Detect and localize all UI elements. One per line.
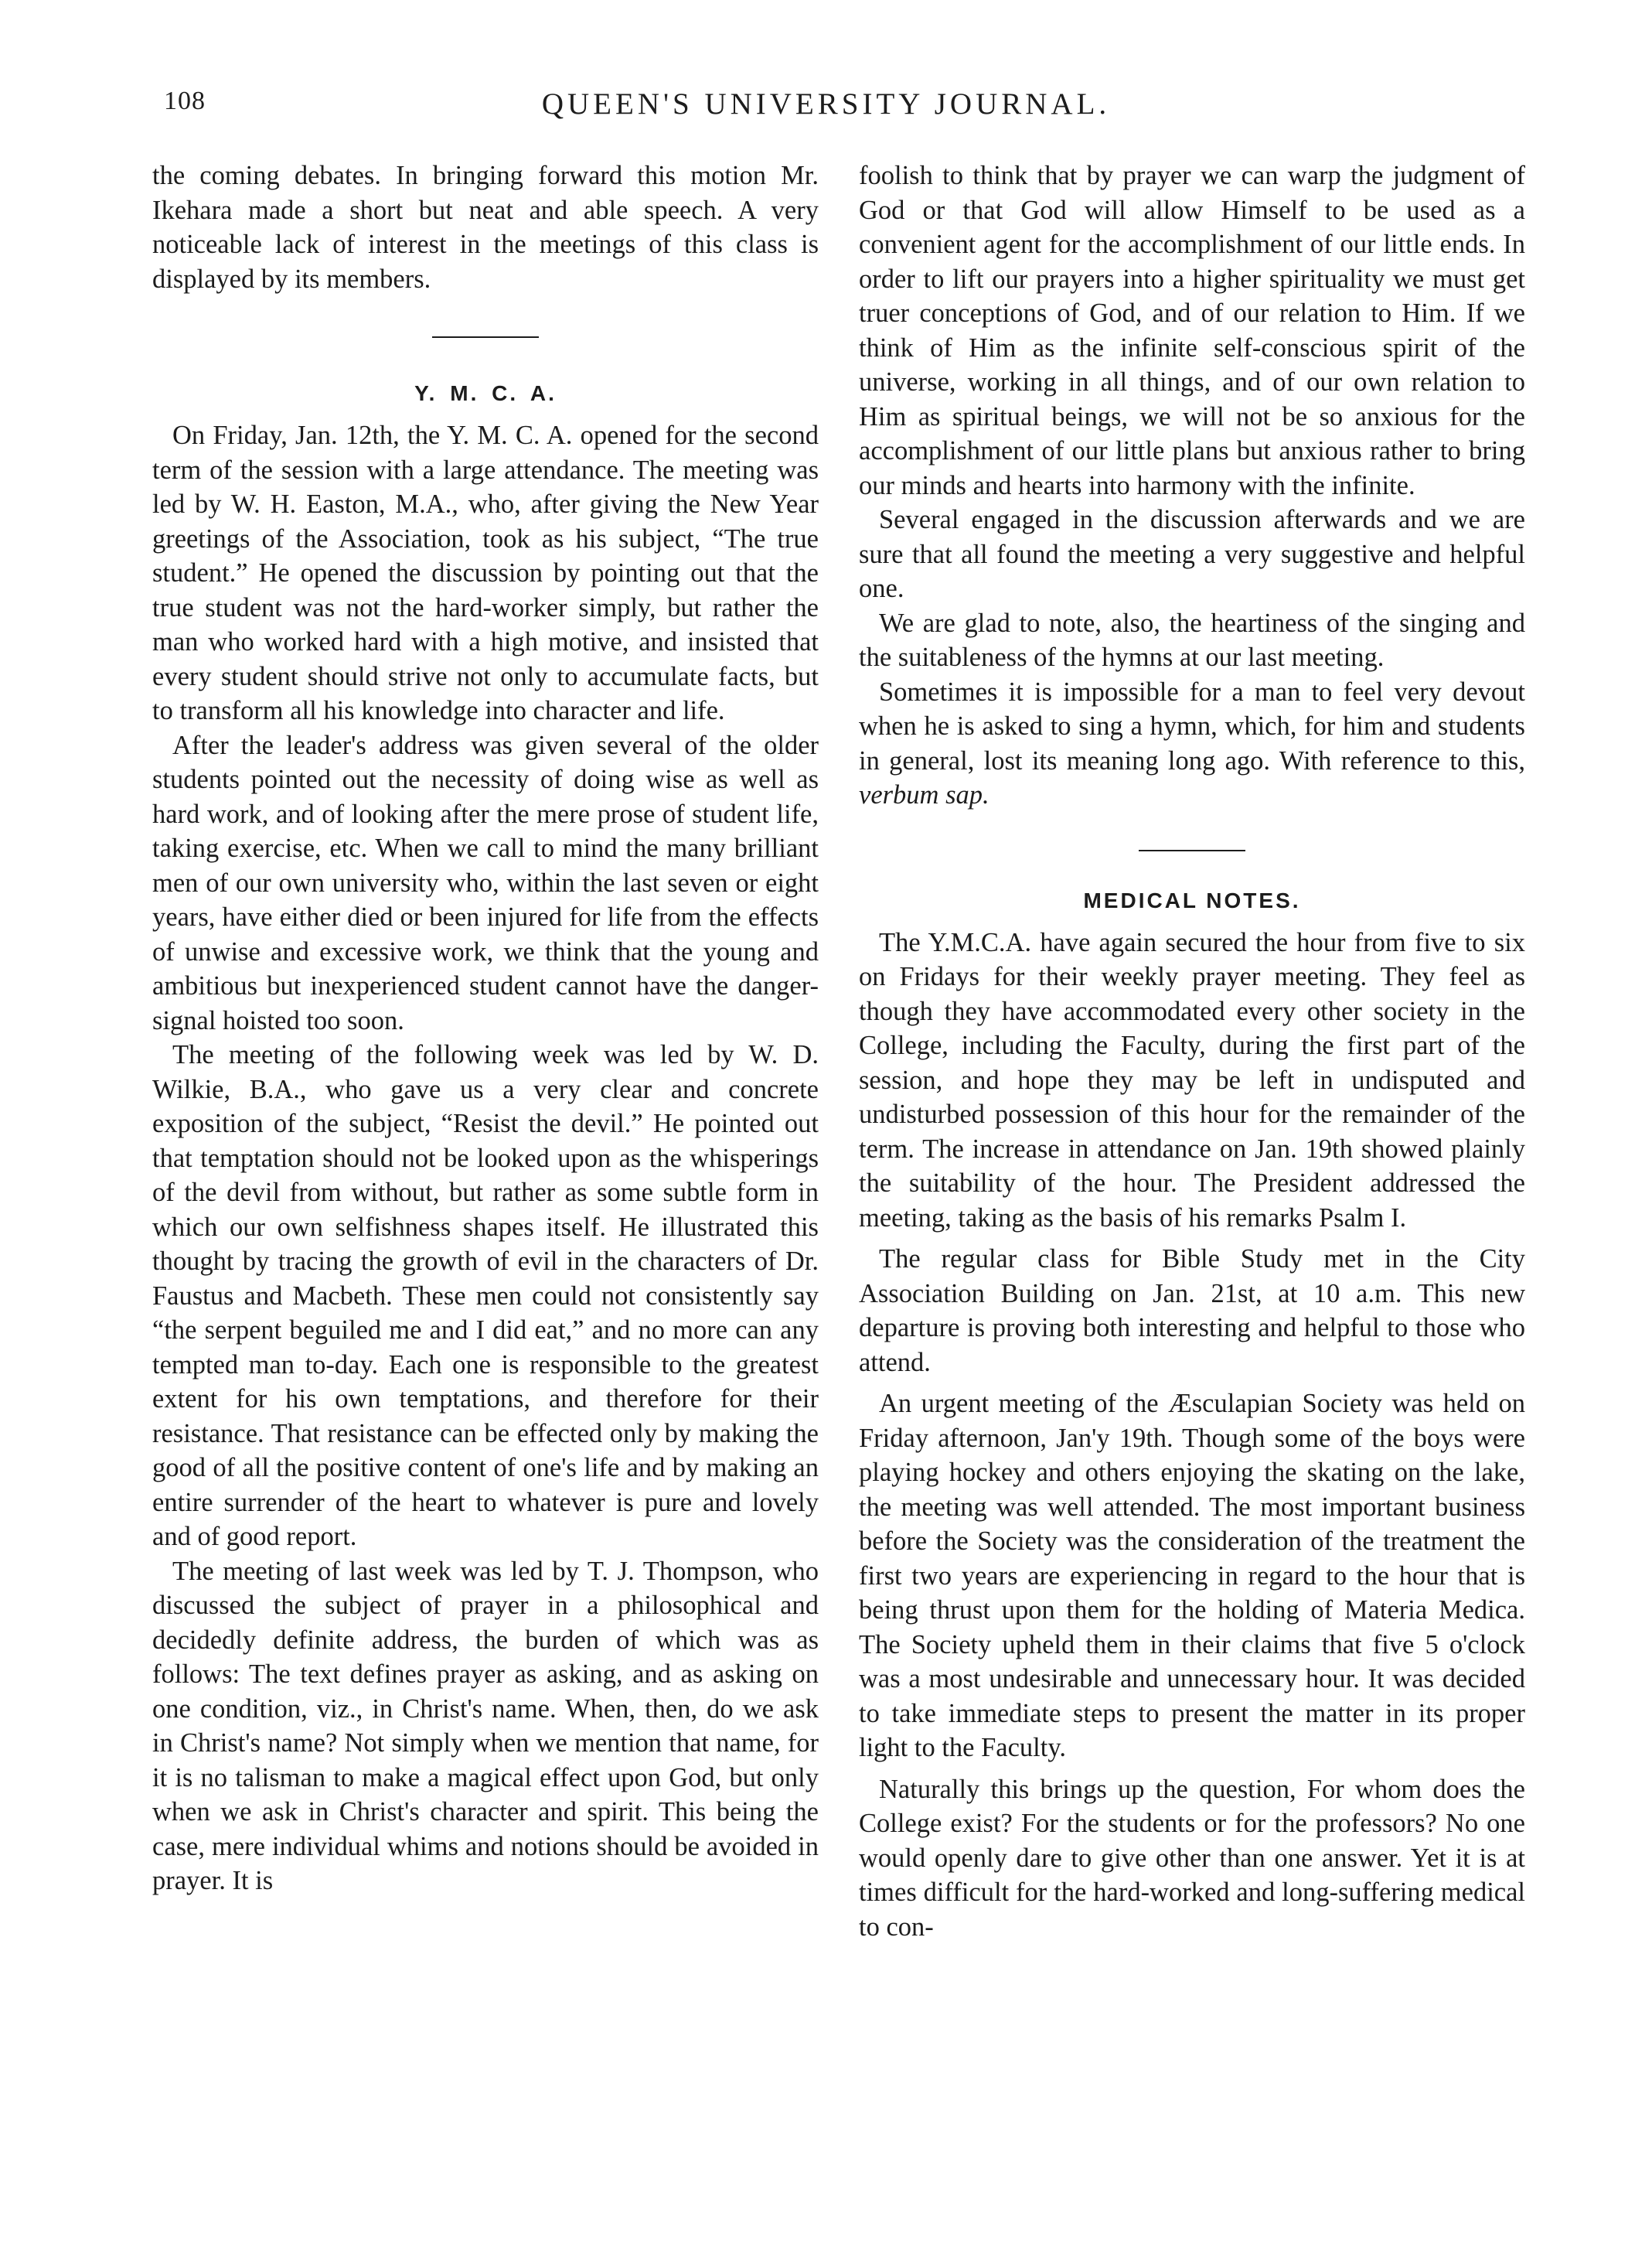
continued-paragraph: the coming debates. In bringing forward this motion Mr. Ikehara made a short but neat and able speech. A very noticeable lack of interest in the meetings of this class is displayed by its members.: [152, 161, 819, 294]
medical-paragraph: Naturally this brings up the question, For whom does the College exist? For the students or for the professors? No one would openly dare to give other than one answer. Yet it is at times difficult for the hard-worked and long-suffering medical to con-: [859, 1774, 1525, 1942]
journal-title: QUEEN'S UNIVERSITY JOURNAL.: [541, 87, 1111, 121]
ymca-paragraph: [859, 675, 1525, 813]
section-divider: [432, 336, 539, 338]
ymca-paragraph: Several engaged in the discussion afterwards and we are sure that all found the meeting a very suggestive and helpful one.: [859, 505, 1525, 603]
page-number: 108: [164, 87, 206, 115]
section-divider: [1139, 850, 1245, 851]
medical-paragraph: An urgent meeting of the Æsculapian Society was held on Friday afternoon, Jan'y 19th. Though some of the boys were playing hockey and others enjoying the skating on the lake, the meeting was well attended. The most important business before the Society was the consideration of the treatment the first two years are experiencing in regard to the hour that is being thrust upon them for the holding of Materia Medica. The Society upheld them in their claims that five 5 o'clock was a most undesirable and unnecessary hour. It was decided to take immediate steps to present the matter in its proper light to the Faculty.: [859, 1389, 1525, 1762]
page-header: [0, 87, 1652, 133]
ymca-paragraph: The meeting of the following week was led by W. D. Wilkie, B.A., who gave us a very clear and concrete exposition of the subject, “Resist the devil.” He pointed out that temptation should not be looked upon as the whisperings of the devil from without, but rather as some subtle form in which our own selfishness shapes itself. He illustrated this thought by tracing the growth of evil in the characters of Dr. Faustus and Macbeth. These men could not consistently say “the serpent beguiled me and I did eat,” and no more can any tempted man to-day. Each one is responsible to the greatest extent for his own temptations, and therefore for their resistance. That resistance can be effected only by making the good of all the positive content of one's life and by making an entire surrender of the heart to whatever is pure and lovely and of good report.: [152, 1040, 819, 1551]
ymca-paragraph: After the leader's address was given several of the older students pointed out the necessity of doing wise as well as hard work, and of looking after the mere prose of student life, taking exercise, etc. When we call to mind the many brilliant men of our own university who, within the last seven or eight years, have either died or been injured for life from the effects of unwise and excessive work, we think that the young and ambitious but inexperienced student cannot have the danger-signal hoisted too soon.: [152, 730, 819, 1035]
left-column: [152, 159, 819, 1898]
right-column: [859, 159, 1525, 1944]
medical-paragraph: The Y.M.C.A. have again secured the hour from five to six on Fridays for their weekly prayer meeting. They feel as though they have accommodated every other society in the College, including the Faculty, during the first part of the session, and hope they may be left in undisputed and undisturbed possession of this hour for the remainder of the term. The increase in attendance on Jan. 19th showed plainly the suitability of the hour. The President addressed the meeting, taking as the basis of his remarks Psalm I.: [859, 927, 1525, 1233]
medical-paragraph: The regular class for Bible Study met in the City Association Building on Jan. 21st, at 10 a.m. This new departure is proving both interesting and helpful to those who attend.: [859, 1244, 1525, 1377]
ymca-heading: Y. M. C. A.: [414, 381, 557, 405]
continued-paragraph: foolish to think that by prayer we can warp the judgment of God or that God will allow Himself to be used as a convenient agent for the accomplishment of our little ends. In order to lift our prayers into a higher spirituality we must get truer conceptions of God, and of our relation to Him. If we think of Him as the infinite self-conscious spirit of the universe, working in all things, and of our own relation to Him as spiritual beings, we will not be so anxious for the accomplishment of our little plans but anxious rather to bring our minds and hearts into harmony with the infinite.: [859, 161, 1525, 500]
latin-phrase: verbum sap.: [859, 780, 989, 810]
ymca-paragraph-text: Sometimes it is impossible for a man to feel very devout when he is asked to sing a hymn, which, for him and students in general, lost its meaning long ago. With reference to this,: [859, 677, 1525, 776]
ymca-paragraph: We are glad to note, also, the heartiness of the singing and the suitableness of the hymns at our last meeting.: [859, 608, 1525, 672]
ymca-paragraph: On Friday, Jan. 12th, the Y. M. C. A. opened for the second term of the session with a large attendance. The meeting was led by W. H. Easton, M.A., who, after giving the New Year greetings of the Association, took as his subject, “The true student.” He opened the discussion by pointing out that the true student was not the hard-worker simply, but rather the man who worked hard with a high motive, and insisted that every student should strive not only to accumulate facts, but to transform all his knowledge into character and life.: [152, 421, 819, 725]
ymca-paragraph: The meeting of last week was led by T. J. Thompson, who discussed the subject of prayer in a philosophical and decidedly definite address, the burden of which was as follows: The text defines prayer as asking, and as asking on one condition, viz., in Christ's name. When, then, do we ask in Christ's name? Not simply when we mention that name, for it is no talisman to make a magical effect upon God, but only when we ask in Christ's character and spirit. This being the case, mere individual whims and notions should be avoided in prayer. It is: [152, 1556, 819, 1895]
medical-notes-heading: MEDICAL NOTES.: [1083, 888, 1301, 912]
